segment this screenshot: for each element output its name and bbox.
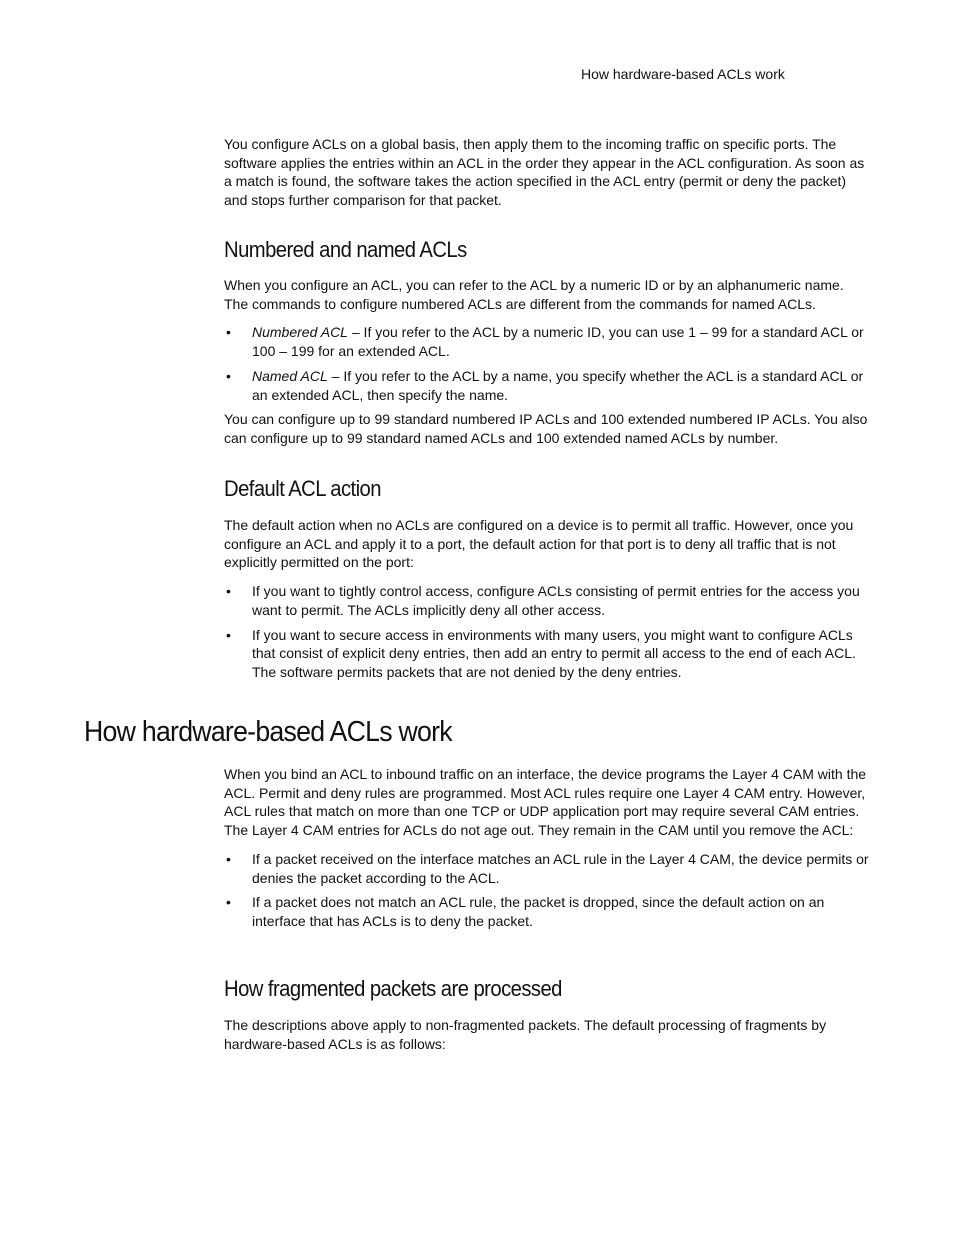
intro-paragraph: You configure ACLs on a global basis, then apply them to the incoming traffic on specific ports. The software applies the entries within an ACL in the order they appear in the ACL configuration. As soon as a match is found, the software takes the action specified in the ACL entry (permit or deny the packet) and stops further comparison for that packet. — [224, 136, 865, 209]
bullet-icon: • — [226, 367, 231, 384]
list-item — [224, 323, 870, 360]
bullet-text: If a packet does not match an ACL rule, the packet is dropped, since the default action on an interface that has ACLs is to deny the packet. — [252, 894, 825, 929]
numbered-bullet-list — [224, 323, 870, 404]
bullet-text: If you want to secure access in environments with many users, you might want to configure ACLs that consist of explicit deny entries, then add an entry to permit all access to the end of each ACL. The software permits packets that are not denied by the deny entries. — [252, 626, 856, 680]
fragmented-paragraph: The descriptions above apply to non-fragmented packets. The default processing of fragments by hardware-based ACLs is as follows: — [224, 1017, 827, 1052]
bullet-icon: • — [226, 626, 231, 643]
intro-section — [224, 135, 870, 210]
list-item — [224, 582, 870, 619]
list-item — [224, 893, 870, 930]
numbered-named-acls-section — [224, 276, 870, 448]
list-item — [224, 626, 870, 682]
bullet-icon: • — [226, 583, 231, 600]
default-paragraph: The default action when no ACLs are configured on a device is to permit all traffic. However, once you configure an ACL and apply it to a port, the default action for that port is to deny all traffic that is not explicitly permitted on the port: — [224, 517, 854, 571]
list-item — [224, 367, 870, 404]
default-acl-action-heading: Default ACL action — [224, 476, 381, 501]
bullet-icon: • — [226, 850, 231, 867]
hardware-acls-heading: How hardware-based ACLs work — [84, 716, 452, 748]
bullet-icon: • — [226, 894, 231, 911]
list-item — [224, 850, 870, 887]
term-numbered-acl: Numbered ACL — [252, 324, 348, 341]
numbered-intro-paragraph: When you configure an ACL, you can refer to the ACL by a numeric ID or by an alphanumeric name. The commands to configure numbered ACLs are different from the commands for named ACLs. — [224, 277, 844, 312]
term-named-acl: Named ACL — [252, 367, 328, 384]
hardware-acls-section — [224, 765, 870, 931]
bullet-text: If you want to tightly control access, configure ACLs consisting of permit entries for the access you want to permit. The ACLs implicitly deny all other access. — [252, 583, 860, 618]
fragmented-packets-section — [224, 1016, 870, 1053]
hardware-bullet-list — [224, 850, 870, 931]
bullet-text: – If you refer to the ACL by a numeric ID, you can use 1 – 99 for a standard ACL or 100 – 199 for an extended ACL. — [252, 324, 864, 360]
bullet-text: If a packet received on the interface matches an ACL rule in the Layer 4 CAM, the device permits or denies the packet according to the ACL. — [252, 850, 869, 886]
numbered-named-acls-heading: Numbered and named ACLs — [224, 237, 467, 262]
default-acl-action-section — [224, 516, 870, 682]
numbered-limits-paragraph: You can configure up to 99 standard numbered IP ACLs and 100 extended numbered IP ACLs. You also can configure up to 99 standard named ACLs and 100 extended named ACLs by number. — [224, 411, 868, 446]
bullet-text: – If you refer to the ACL by a name, you specify whether the ACL is a standard ACL or an extended ACL, then specify the name. — [252, 367, 864, 403]
running-header: How hardware-based ACLs work — [581, 66, 785, 82]
fragmented-packets-heading: How fragmented packets are processed — [224, 976, 562, 1001]
default-bullet-list — [224, 582, 870, 682]
bullet-icon: • — [226, 324, 231, 341]
hardware-paragraph: When you bind an ACL to inbound traffic on an interface, the device programs the Layer 4 CAM with the ACL. Permit and deny rules are programmed. Most ACL rules require one Layer 4 CAM entry. However, ACL rules that match on more than one TCP or UDP application port may require several CAM entries. The Layer 4 CAM entries for ACLs do not age out. They remain in the CAM until you remove the ACL: — [224, 766, 867, 839]
